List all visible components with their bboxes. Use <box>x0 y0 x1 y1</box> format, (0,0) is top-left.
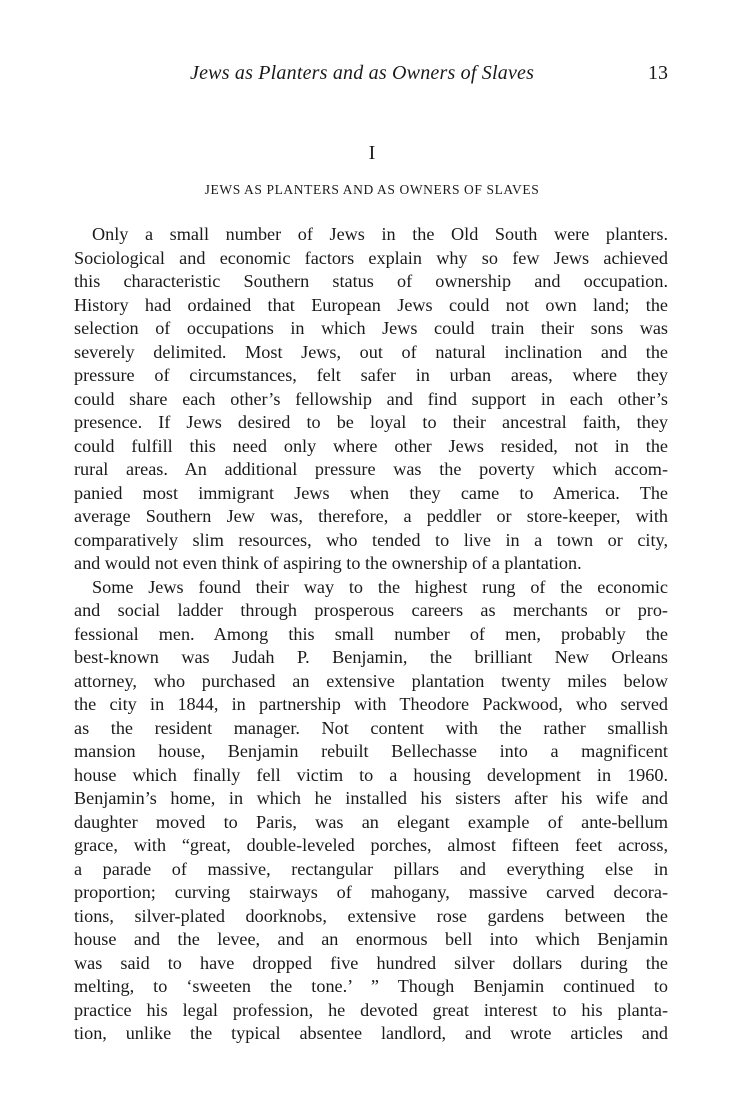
text-line: mansion house, Benjamin rebuilt Bellechasse into a magnificent <box>74 741 668 761</box>
text-line: tions, silver-plated doorknobs, extensive rose gardens between the <box>74 905 668 926</box>
text-line: panied most immigrant Jews when they came to America. The <box>74 482 668 503</box>
text-line: Only a small number of Jews in the Old South were planters. <box>92 224 668 244</box>
running-head <box>74 62 668 92</box>
text-line: average Southern Jew was, therefore, a peddler or store-keeper, with <box>74 506 668 526</box>
running-title: Jews as Planters and as Owners of Slaves <box>190 62 535 84</box>
text-line: Benjamin’s home, in which he installed his sisters after his wife and <box>74 788 668 808</box>
text-line: attorney, who purchased an extensive plantation twenty miles below <box>74 670 668 691</box>
text-line: best-known was Judah P. Benjamin, the brilliant New Orleans <box>74 647 668 667</box>
text-line: as the resident manager. Not content with the rather smallish <box>74 717 668 738</box>
text-line: grace, with “great, double-leveled porches, almost fifteen feet across, <box>74 835 668 855</box>
text-line: tion, unlike the typical absentee landlord, and wrote articles and <box>74 1023 668 1043</box>
text-line: and would not even think of aspiring to the ownership of a plantation. <box>74 553 582 573</box>
text-line: fessional men. Among this small number of men, probably the <box>74 623 668 644</box>
text-line: Some Jews found their way to the highest rung of the economic <box>92 576 668 597</box>
text-line: a parade of massive, rectangular pillars and everything else in <box>74 858 668 879</box>
text-line: Sociological and economic factors explain why so few Jews achieved <box>74 247 668 268</box>
text-line: comparatively slim resources, who tended to live in a town or city, <box>74 529 668 550</box>
text-line: daughter moved to Paris, was an elegant example of ante-bellum <box>74 811 668 832</box>
text-line: severely delimited. Most Jews, out of natural inclination and the <box>74 341 668 362</box>
text-line: proportion; curving stairways of mahogany, massive carved decora- <box>74 882 668 902</box>
text-line: presence. If Jews desired to be loyal to their ancestral faith, they <box>74 412 668 432</box>
page-number: 13 <box>648 62 668 84</box>
text-line: could share each other’s fellowship and find support in each other’s <box>74 388 668 409</box>
text-line: and social ladder through prosperous careers as merchants or pro- <box>74 600 668 620</box>
text-line: selection of occupations in which Jews could train their sons was <box>74 318 668 338</box>
text-line: the city in 1844, in partnership with Theodore Packwood, who served <box>74 694 668 714</box>
text-line: could fulfill this need only where other Jews resided, not in the <box>74 435 668 456</box>
text-line: this characteristic Southern status of ownership and occupation. <box>74 271 668 291</box>
text-line: house which finally fell victim to a housing development in 1960. <box>74 764 668 785</box>
chapter-number: I <box>368 142 376 164</box>
text-line: History had ordained that European Jews could not own land; the <box>74 294 668 315</box>
text-line: was said to have dropped five hundred silver dollars during the <box>74 952 668 973</box>
text-line: house and the levee, and an enormous bell into which Benjamin <box>74 929 668 949</box>
text-line: practice his legal profession, he devoted great interest to his planta- <box>74 999 668 1020</box>
text-line: rural areas. An additional pressure was the poverty which accom- <box>74 459 668 479</box>
text-line: melting, to ‘sweeten the tone.’ ” Though Benjamin continued to <box>74 976 668 996</box>
text-line: pressure of circumstances, felt safer in urban areas, where they <box>74 365 668 385</box>
chapter-title: JEWS AS PLANTERS AND AS OWNERS OF SLAVES <box>204 182 540 197</box>
body-text <box>74 223 668 1046</box>
